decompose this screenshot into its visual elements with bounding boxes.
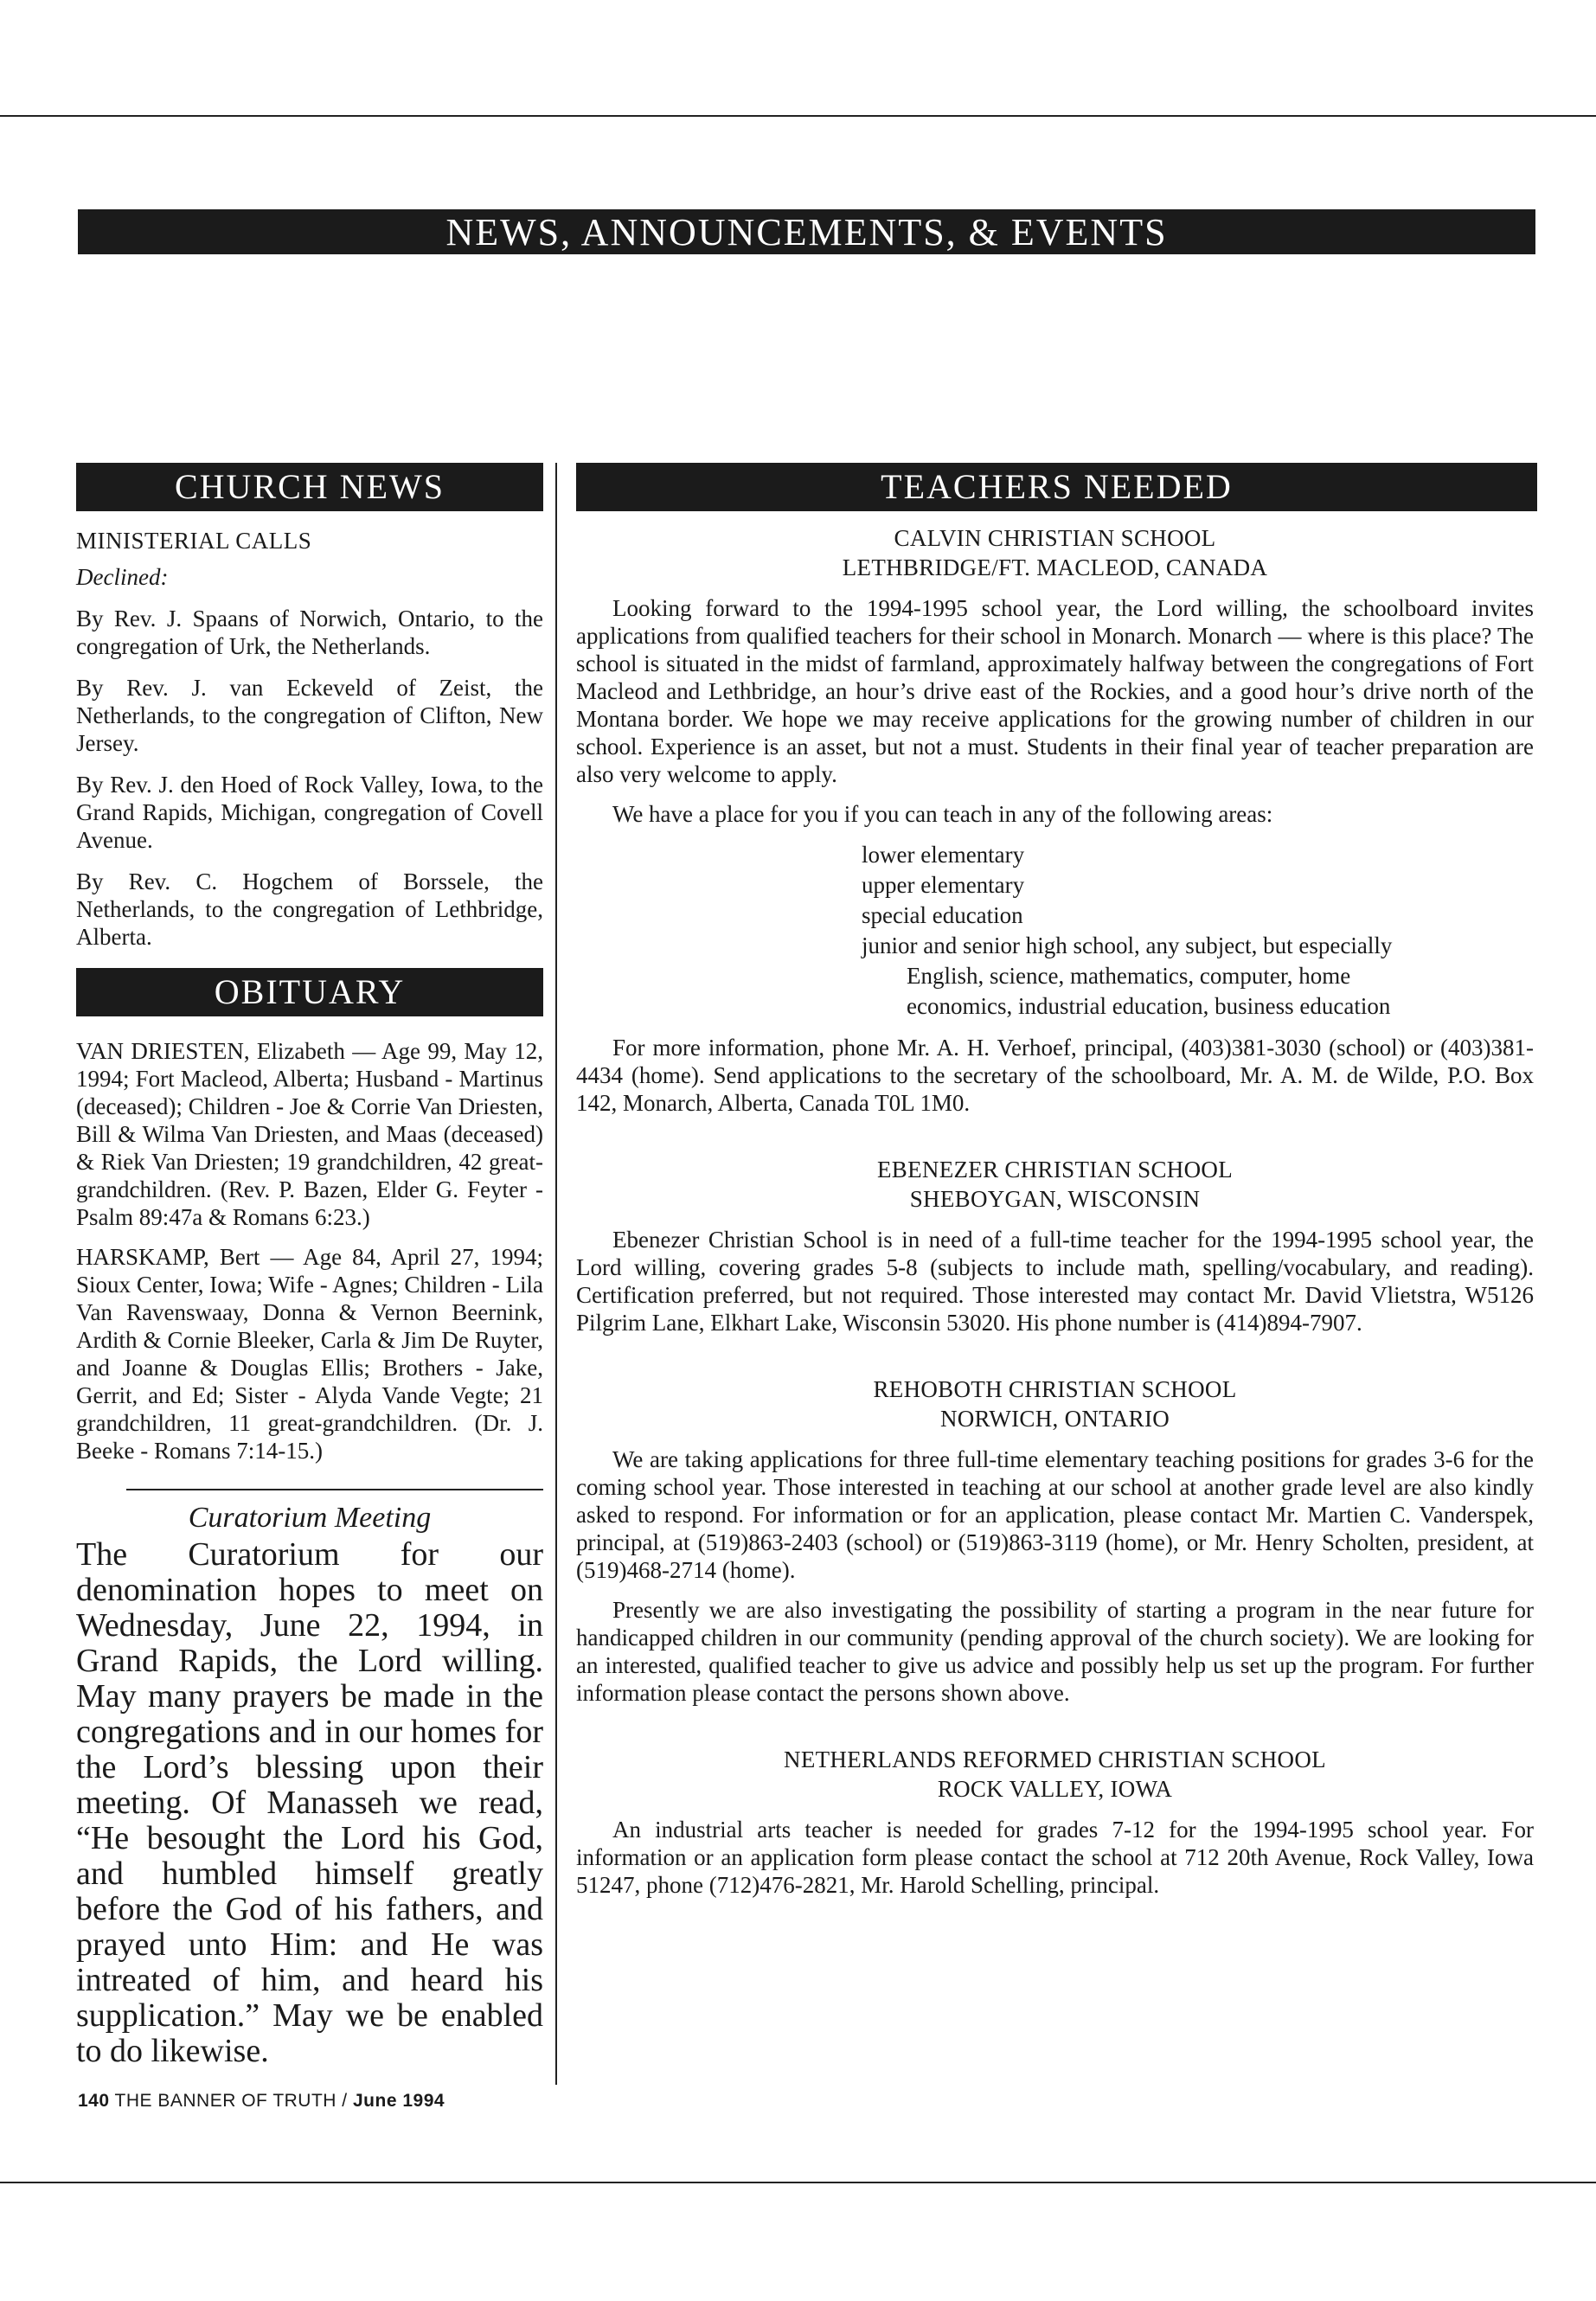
school-name: CALVIN CHRISTIAN SCHOOL xyxy=(894,525,1216,551)
list-item: junior and senior high school, any subject, but especially xyxy=(862,933,1393,958)
call-item: By Rev. C. Hogchem of Borssele, the Netherlands, to the congregation of Lethbridge, Alberta. xyxy=(76,868,543,950)
school-paragraph: Ebenezer Christian School is in need of a full-time teacher for the 1994-1995 school year, the Lord willing, covering grades 5-8 (subjects to include math, spelling/vocabulary, and reading). Certification preferred, but not required. Those interested may contact Mr. David Vlietstra, W5126 Pilgrim Lane, Elkhart Lake, Wisconsin 53020. His phone number is (414)894-7907. xyxy=(576,1227,1534,1336)
school-paragraph: We have a place for you if you can teach in any of the following areas: xyxy=(612,801,1273,827)
publication-name: THE BANNER OF TRUTH / xyxy=(114,2091,348,2111)
bottom-border-line xyxy=(0,2182,1596,2183)
rehoboth-school-listing xyxy=(573,1375,1537,1707)
school-paragraph: Looking forward to the 1994-1995 school year, the Lord willing, the schoolboard invites applications from qualified teachers for their school in Monarch. Monarch — where is this place? The school is situated in the midst of farmland, approximately halfway between the congregations of Fort Macleod and Lethbridge, an hour’s drive east of the Rockies, and a good hour’s drive north of the Montana border. We hope we may receive applications for the growing number of children in our school. Experience is an asset, but not a must. Students in their final year of teacher preparation are also very welcome to apply. xyxy=(576,595,1534,787)
top-border-line xyxy=(0,115,1596,117)
school-paragraph: For more information, phone Mr. A. H. Verhoef, principal, (403)381-3030 (school) or (403)381-4434 (home). Send applications to the secretary of the schoolboard, Mr. A. M. de Wilde, P.O. Box 142, Monarch, Alberta, Canada T0L 1M0. xyxy=(576,1035,1534,1116)
section-rule xyxy=(126,1489,543,1490)
school-paragraph: An industrial arts teacher is needed for grades 7-12 for the 1994-1995 school year. For information or an application form please contact the school at 712 20th Avenue, Rock Valley, Iowa 51247, phone (712)476-2821, Mr. Harold Schelling, principal. xyxy=(576,1817,1534,1898)
school-paragraph: Presently we are also investigating the possibility of starting a program in the near future for handicapped children in our community (pending approval of the church society). We are looking for an interested, qualified teacher to give us advice and possibly help us set up the program. For further information please contact the persons shown above. xyxy=(576,1597,1534,1706)
church-news-banner: CHURCH NEWS xyxy=(76,463,543,511)
netherlands-school-listing xyxy=(573,1745,1537,1899)
call-item: By Rev. J. van Eckeveld of Zeist, the Netherlands, to the congregation of Clifton, New Jersey. xyxy=(76,675,543,756)
calvin-school-listing xyxy=(573,523,1537,1117)
teachers-needed-banner: TEACHERS NEEDED xyxy=(576,463,1537,511)
ebenezer-school-listing xyxy=(573,1155,1537,1336)
page-title-banner: NEWS, ANNOUNCEMENTS, & EVENTS xyxy=(78,209,1535,254)
list-item: upper elementary xyxy=(862,872,1025,898)
school-location: ROCK VALLEY, IOWA xyxy=(937,1776,1173,1802)
list-subitem: economics, industrial education, business education xyxy=(907,993,1391,1019)
obituary-entry: HARSKAMP, Bert — Age 84, April 27, 1994; Sioux Center, Iowa; Wife - Agnes; Children - Lila Van Ravenswaay, Donna & Vernon Beernink, Ardith & Cornie Bleeker, Carla & Jim De Ruyter, and Joanne & Douglas Ellis; Brothers - Jake, Gerrit, and Ed; Sister - Alyda Vande Vegte; 21 grandchildren, 11 great-grandchildren. (Dr. J. Beeke - Romans 7:14-15.) xyxy=(76,1244,543,1464)
obituary-entry: VAN DRIESTEN, Elizabeth — Age 99, May 12, 1994; Fort Macleod, Alberta; Husband - Martinus (deceased); Children - Joe & Corrie Van Driesten, Bill & Wilma Van Driesten, and Maas (deceased) & Riek Van Driesten; 19 grandchildren, 42 great-grandchildren. (Rev. P. Bazen, Elder G. Feyter - Psalm 89:47a & Romans 6:23.) xyxy=(76,1038,543,1230)
school-name: NETHERLANDS REFORMED CHRISTIAN SCHOOL xyxy=(784,1747,1326,1772)
school-location: LETHBRIDGE/FT. MACLEOD, CANADA xyxy=(842,554,1268,580)
call-item: By Rev. J. den Hoed of Rock Valley, Iowa, to the Grand Rapids, Michigan, congregation of Covell Avenue. xyxy=(76,772,543,853)
teaching-areas-list xyxy=(862,840,1534,1022)
school-paragraph: We are taking applications for three full-time elementary teaching positions for grades 3-6 for the coming school year. Those interested in teaching at our school at another grade level are also kindly asked to respond. For information or for an application, please contact Mr. Martien C. Vanderspek, principal, at (519)863-2403 (school) or (519)863-3119 (home), or Mr. Henry Scholten, president, at (519)468-2714 (home). xyxy=(576,1446,1534,1583)
list-subitem: English, science, mathematics, computer, home xyxy=(907,963,1351,989)
obituary-banner: OBITUARY xyxy=(76,968,543,1016)
ministerial-calls-heading: MINISTERIAL CALLS xyxy=(76,528,312,554)
list-item: lower elementary xyxy=(862,842,1025,868)
declined-label: Declined: xyxy=(76,564,169,590)
school-location: NORWICH, ONTARIO xyxy=(939,1406,1170,1432)
right-column xyxy=(573,463,1537,1899)
curatorium-body: The Curatorium for our denomination hopes to meet on Wednesday, June 22, 1994, in Grand Rapids, the Lord willing. May many prayers be made in the congregations and in our homes for the Lord’s blessing upon their meeting. Of Manasseh we read, “He besought the Lord his God, and humbled himself greatly before the God of his fathers, and prayed unto Him: and He was intreated of him, and heard his supplication.” May we be enabled to do likewise. xyxy=(76,1536,543,2069)
left-column xyxy=(76,463,543,2069)
school-name: REHOBOTH CHRISTIAN SCHOOL xyxy=(873,1376,1237,1402)
call-item: By Rev. J. Spaans of Norwich, Ontario, to the congregation of Urk, the Netherlands. xyxy=(76,606,543,659)
list-item: special education xyxy=(862,902,1023,928)
curatorium-title: Curatorium Meeting xyxy=(188,1502,432,1534)
issue-date: June 1994 xyxy=(352,2091,445,2111)
school-location: SHEBOYGAN, WISCONSIN xyxy=(909,1186,1201,1212)
page-number: 140 xyxy=(78,2091,110,2111)
school-name: EBENEZER CHRISTIAN SCHOOL xyxy=(877,1157,1233,1183)
column-divider xyxy=(555,463,557,2085)
page-footer xyxy=(78,2091,445,2112)
